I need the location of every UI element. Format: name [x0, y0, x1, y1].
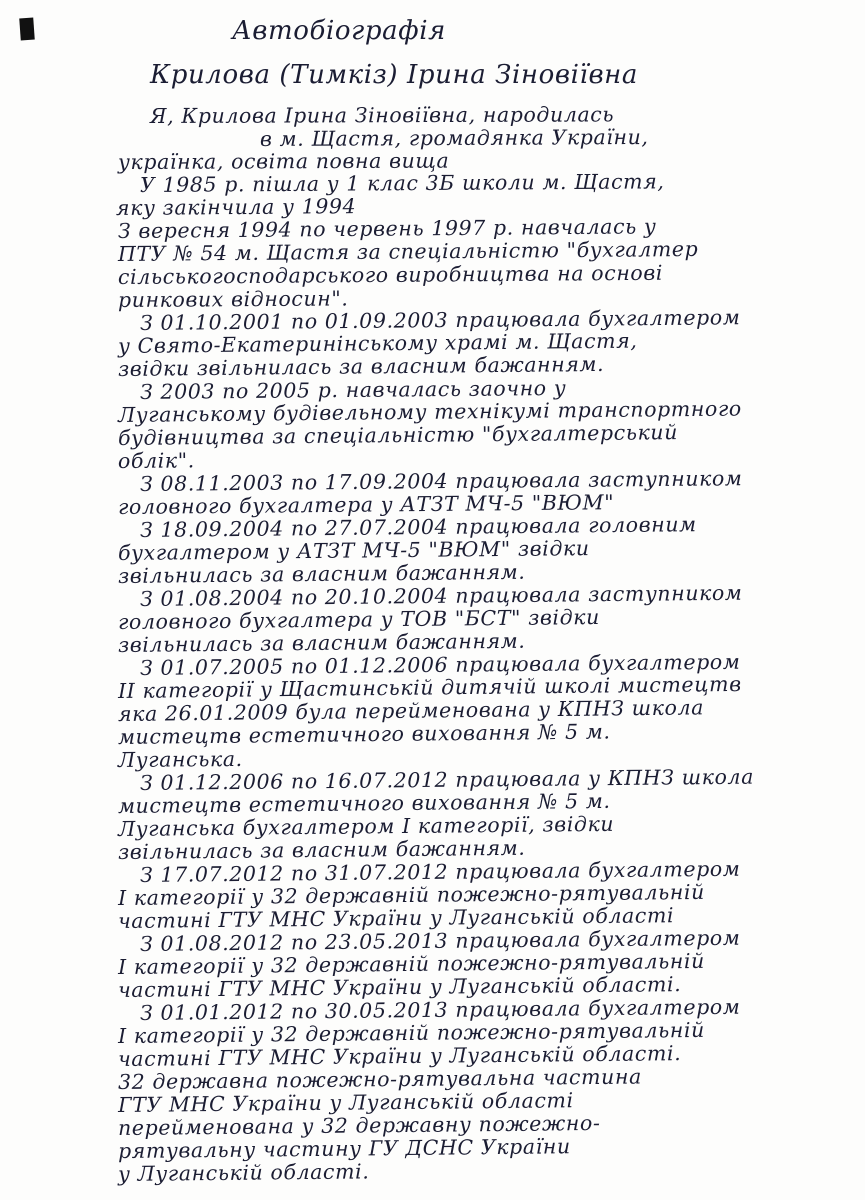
- body-line: ПТУ № 54 м. Щастя за спеціальністю "бухгалтер: [117, 236, 699, 266]
- body-line: мистецтв естетичного виховання № 5 м.: [117, 788, 611, 818]
- body-line: бухгалтером у АТЗТ МЧ-5 "ВЮМ" звідки: [117, 536, 590, 565]
- body-line: рятувальну частину ГУ ДСНС України: [117, 1134, 571, 1163]
- body-line: облік".: [117, 448, 195, 473]
- document-title: Автобіографія: [232, 16, 446, 46]
- body-line: З вересня 1994 по червень 1997 р. навчалась у: [117, 214, 657, 243]
- body-line: I категорії у 32 державній пожежно-рятувальній: [117, 1017, 705, 1048]
- body-line: I категорії у 32 державній пожежно-рятувальній: [117, 948, 705, 979]
- body-line: перейменована у 32 державну пожежно-: [117, 1110, 601, 1140]
- body-line: в м. Щастя, громадянка України,: [259, 124, 649, 151]
- body-line: З 01.10.2001 по 01.09.2003 працювала бухгалтером: [139, 305, 741, 335]
- body-line: українка, освіта повна вища: [117, 148, 450, 174]
- body-line: У 1985 р. пішла у 1 клас 3Б школи м. Щастя,: [139, 169, 665, 197]
- body-line: З 17.07.2012 по 31.07.2012 працювала бухгалтером: [139, 856, 741, 887]
- body-line: I категорії у 32 державній пожежно-рятувальній: [117, 879, 705, 910]
- body-line: яка 26.01.2009 була перейменована у КПНЗ школа: [117, 695, 705, 726]
- body-line: З 2003 по 2005 р. навчалась заочно у: [139, 375, 567, 404]
- body-line: частині ГТУ МНС України у Луганській області.: [117, 1041, 682, 1071]
- body-line: частині ГТУ МНС України у Луганській області: [117, 903, 675, 933]
- body-line: З 01.12.2006 по 16.07.2012 працювала у КПНЗ школа: [139, 764, 755, 795]
- body-line: ГТУ МНС України у Луганській області: [117, 1088, 574, 1117]
- body-line: Луганському будівельному технікумі транспортного: [117, 396, 742, 427]
- body-line: З 18.09.2004 по 27.07.2004 працювала головним: [139, 512, 697, 542]
- body-line: З 01.08.2004 по 20.10.2004 працювала заступником: [139, 580, 743, 611]
- body-line: З 01.01.2012 по 30.05.2013 працювала бухгалтером: [139, 994, 741, 1025]
- body-line: Луганська бухгалтером I категорії, звідки: [117, 811, 615, 841]
- body-line: яку закінчила у 1994: [115, 194, 357, 220]
- body-line: З 01.08.2012 по 23.05.2013 працювала бухгалтером: [139, 925, 741, 956]
- body-line: II категорії у Щастинській дитячій школі мистецтв: [117, 671, 742, 703]
- body-line: мистецтв естетичного виховання № 5 м.: [117, 719, 611, 749]
- body-line: звідки звільнилась за власним бажанням.: [117, 351, 605, 381]
- body-line: у Луганській області.: [117, 1159, 370, 1186]
- body-line: Луганська.: [117, 746, 243, 772]
- body-line: звільнилась за власним бажанням.: [117, 835, 526, 864]
- body-line: З 08.11.2003 по 17.09.2004 працювала заступником: [139, 466, 743, 496]
- body-line: Я, Крилова Ірина Зіновіївна, народилась: [149, 102, 615, 128]
- body-line: частині ГТУ МНС України у Луганській області.: [117, 972, 682, 1002]
- body-line: будівництва за спеціальністю "бухгалтерський: [117, 420, 679, 450]
- name-line: Крилова (Тимкіз) Ірина Зіновіївна: [150, 60, 639, 90]
- body-line: сільськогосподарського виробництва на основі: [117, 260, 664, 289]
- scan-mark: [19, 18, 35, 41]
- body-line: звільнилась за власним бажанням.: [117, 559, 526, 588]
- body-line: звільнилась за власним бажанням.: [117, 628, 526, 657]
- body-line: у Свято-Екатеринінському храмі м. Щастя,: [117, 328, 638, 358]
- body-line: З 01.07.2005 по 01.12.2006 працювала бухгалтером: [139, 649, 741, 680]
- body-line: головного бухгалтера у АТЗТ МЧ-5 "ВЮМ": [117, 490, 615, 519]
- body-line: головного бухгалтера у ТОВ "БСТ" звідки: [117, 604, 601, 634]
- body-line: ринкових відносин".: [117, 286, 349, 312]
- body-line: 32 державна пожежно-рятувальна частина: [117, 1064, 642, 1094]
